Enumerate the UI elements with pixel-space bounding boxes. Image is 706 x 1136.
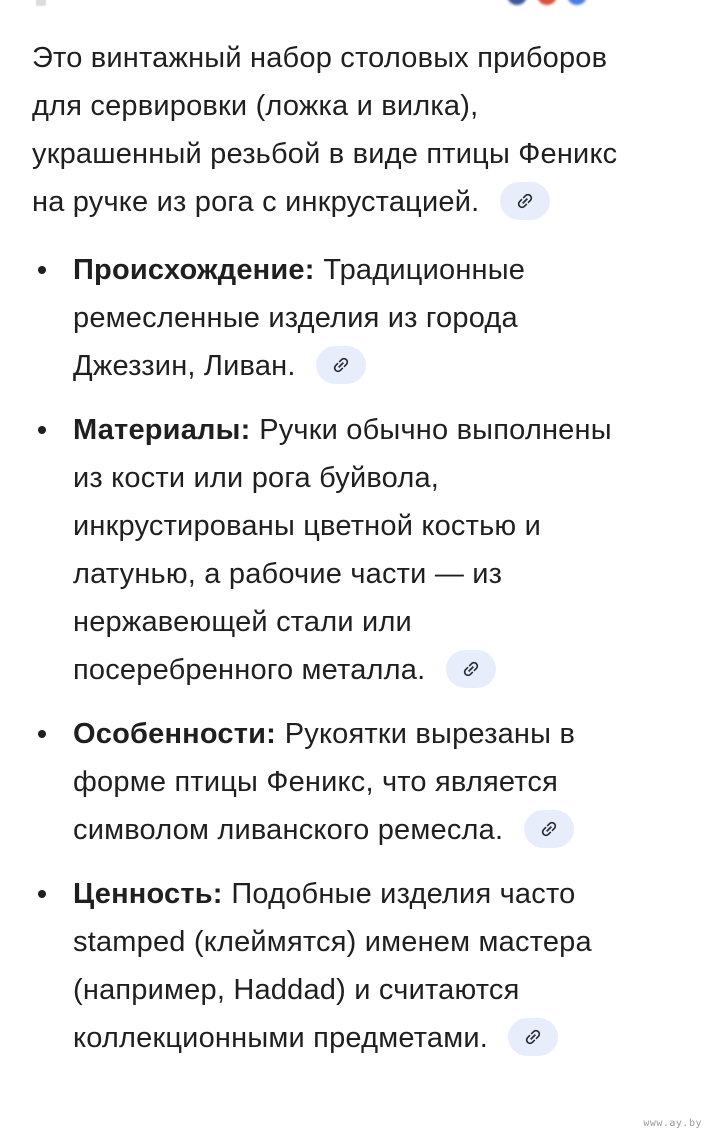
bullet-list — [32, 246, 686, 1062]
bullet-label: Материалы: — [73, 414, 251, 446]
bullet-text: Подобные изделия часто — [231, 878, 576, 910]
bullet-text: коллекционными предметами. — [73, 1022, 488, 1054]
bullet-line — [73, 806, 686, 854]
bullet-line: из кости или рога буйвола, — [73, 462, 440, 494]
list-item-materials — [73, 406, 686, 694]
intro-line: Это винтажный набор столовых приборов — [32, 42, 608, 74]
bullet-label: Происхождение: — [73, 254, 315, 286]
bullet-text: символом ливанского ремесла. — [73, 814, 504, 846]
list-item-value — [73, 870, 686, 1062]
intro-paragraph — [32, 34, 686, 226]
source-favicon-dot-2[interactable] — [537, 0, 557, 5]
bullet-text: Джеззин, Ливан. — [73, 350, 296, 382]
bullet-text: Традиционные — [323, 254, 526, 286]
bullet-text: посеребренного металла. — [73, 654, 426, 686]
bullet-line: ремесленные изделия из города — [73, 302, 518, 334]
bullet-line — [73, 870, 686, 918]
bullet-line: форме птицы Феникс, что является — [73, 766, 558, 798]
bullet-line: латунью, а рабочие части — из — [73, 558, 503, 590]
bullet-line — [73, 710, 686, 758]
citation-chip[interactable] — [500, 182, 550, 220]
citation-chip[interactable] — [446, 650, 496, 688]
bullet-line — [73, 406, 686, 454]
link-icon — [515, 191, 535, 211]
bullet-line — [73, 246, 686, 294]
intro-line — [32, 178, 686, 226]
link-icon — [461, 659, 481, 679]
bullet-line: (например, Haddad) и считаются — [73, 974, 520, 1006]
intro-line: украшенный резьбой в виде птицы Феникс — [32, 138, 618, 170]
site-watermark: www.ay.by — [643, 1118, 702, 1129]
bullet-label: Особенности: — [73, 718, 277, 750]
link-icon — [523, 1027, 543, 1047]
list-item-origin — [73, 246, 686, 390]
bullet-line: инкрустированы цветной костью и — [73, 510, 542, 542]
list-item-features — [73, 710, 686, 854]
bullet-line — [73, 1014, 686, 1062]
intro-line: для сервировки (ложка и вилка), — [32, 90, 479, 122]
citation-chip[interactable] — [316, 346, 366, 384]
bullet-line — [73, 342, 686, 390]
answer-body — [32, 34, 686, 1062]
bullet-label: Ценность: — [73, 878, 223, 910]
bullet-line — [73, 646, 686, 694]
bullet-text: Рукоятки вырезаны в — [284, 718, 576, 750]
citation-chip[interactable] — [524, 810, 574, 848]
intro-line-text: на ручке из рога с инкрустацией. — [32, 186, 480, 218]
cutoff-icon-remnant — [36, 0, 46, 6]
link-icon — [539, 819, 559, 839]
source-favicon-dot-1[interactable] — [507, 0, 527, 5]
source-favicon-dot-3[interactable] — [567, 0, 587, 5]
citation-chip[interactable] — [508, 1018, 558, 1056]
bullet-text: Ручки обычно выполнены — [259, 414, 612, 446]
link-icon — [331, 355, 351, 375]
bullet-line: stamped (клеймятся) именем мастера — [73, 926, 592, 958]
bullet-line: нержавеющей стали или — [73, 606, 412, 638]
